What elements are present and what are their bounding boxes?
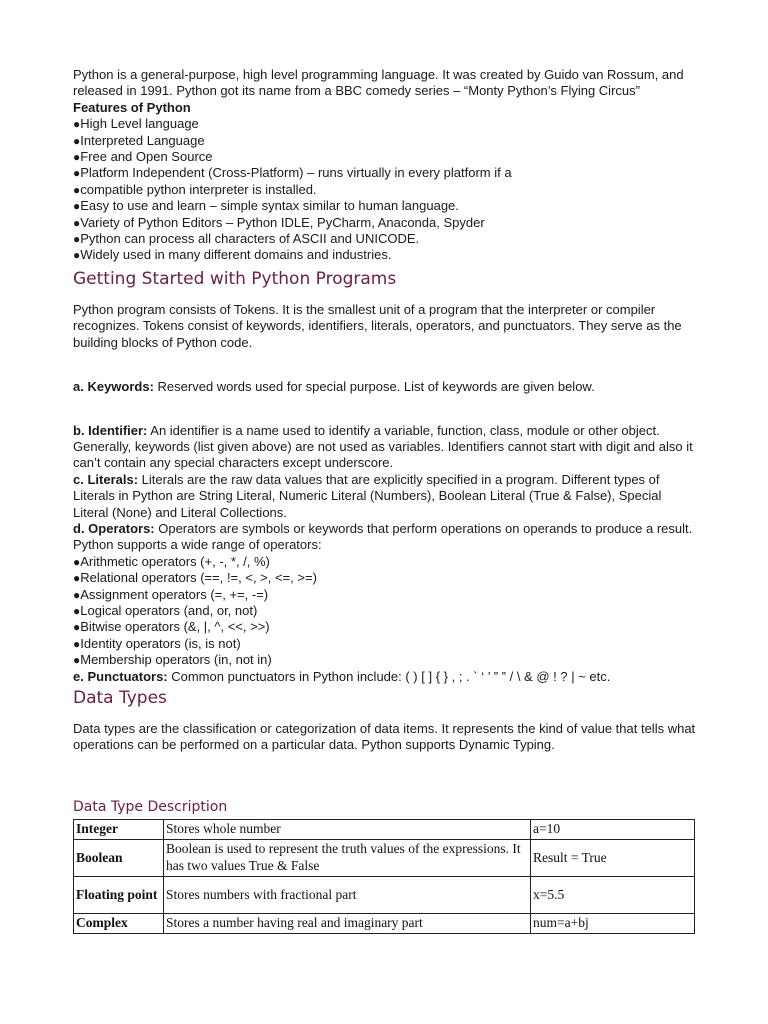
example-cell: Result = True	[531, 839, 695, 876]
type-cell: Boolean	[74, 839, 164, 876]
operator-item: ● Identity operators (is, is not)	[73, 636, 698, 652]
operator-item: ● Membership operators (in, not in)	[73, 652, 698, 668]
operator-item: ● Bitwise operators (&, |, ^, <<, >>)	[73, 619, 698, 635]
feature-item: ● Python can process all characters of ASCII and UNICODE.	[73, 231, 698, 247]
example-cell: num=a+bj	[531, 913, 695, 933]
table-row	[74, 876, 695, 913]
description-cell: Stores whole number	[164, 819, 531, 839]
data-type-table-heading: Data Type Description	[73, 798, 228, 815]
identifier-label: b. Identifier:	[73, 422, 148, 438]
literals-paragraph	[73, 472, 698, 521]
table-row	[74, 913, 695, 933]
keywords-label: a. Keywords:	[73, 379, 154, 395]
feature-item: ● Widely used in many different domains and industries.	[73, 247, 698, 263]
punctuators-label: e. Punctuators:	[73, 668, 168, 684]
keywords-text: Reserved words used for special purpose. List of keywords are given below.	[153, 379, 595, 395]
operator-item: ● Logical operators (and, or, not)	[73, 603, 698, 619]
table-row	[74, 819, 695, 839]
getting-started-paragraph: Python program consists of Tokens. It is the smallest unit of a program that the interpreter or compiler recognizes. Tokens consist of keywords, identifiers, literals, operators, and punctuators. They serve as the building blocks of Python code.	[73, 301, 682, 350]
punctuators-text: Common punctuators in Python include: ( ) [ ] { } , ; . ` ‘ ’ ” ” / \ & @ ! ? | ~ etc.	[167, 668, 611, 684]
example-cell: a=10	[531, 819, 695, 839]
features-heading: Features of Python	[73, 99, 191, 115]
getting-started-heading: Getting Started with Python Programs	[73, 268, 397, 289]
description-cell: Stores numbers with fractional part	[164, 876, 531, 913]
feature-item: ● Variety of Python Editors – Python IDLE, PyCharm, Anaconda, Spyder	[73, 215, 698, 231]
literals-text: Literals are the raw data values that are explicitly specified in a program. Different types of Literals in Python are String Literal, Numeric Literal (Numbers), Boolean Literal (True & False), Special Literal (None) and Literal Collections.	[73, 471, 662, 520]
data-types-table	[73, 819, 695, 934]
document-page	[73, 67, 698, 934]
operator-item: ● Relational operators (==, !=, <, >, <=, >=)	[73, 570, 698, 586]
table-row	[74, 839, 695, 876]
feature-item: ● Platform Independent (Cross-Platform) – runs virtually in every platform if a	[73, 165, 698, 181]
keywords-paragraph	[73, 379, 698, 395]
data-types-paragraph: Data types are the classification or categorization of data items. It represents the kind of value that tells what operations can be performed on a particular data. Python supports Dynamic Typing.	[73, 721, 696, 753]
description-cell: Boolean is used to represent the truth values of the expressions. It has two values True & False	[164, 839, 531, 876]
identifier-text: An identifier is a name used to identify a variable, function, class, module or other object. Generally, keywords (list given above) are not used as variables. Identifiers cannot start with digit and also it can’t contain any special characters except underscore.	[73, 422, 693, 471]
operator-item: ● Arithmetic operators (+, -, *, /, %)	[73, 554, 698, 570]
example-cell: x=5.5	[531, 876, 695, 913]
data-types-heading: Data Types	[73, 688, 167, 708]
type-cell: Floating point	[74, 876, 164, 913]
description-cell: Stores a number having real and imaginary part	[164, 913, 531, 933]
operator-item: ● Assignment operators (=, +=, -=)	[73, 587, 698, 603]
feature-item: ● Free and Open Source	[73, 149, 698, 165]
operators-text: Operators are symbols or keywords that perform operations on operands to produce a result. Python supports a wide range of operators:	[73, 520, 693, 553]
literals-label: c. Literals:	[73, 471, 139, 487]
type-cell: Integer	[74, 819, 164, 839]
operators-label: d. Operators:	[73, 520, 155, 536]
feature-item: ● Interpreted Language	[73, 133, 698, 149]
operators-paragraph	[73, 521, 698, 554]
feature-item: ● compatible python interpreter is installed.	[73, 182, 698, 198]
type-cell: Complex	[74, 913, 164, 933]
intro-paragraph: Python is a general-purpose, high level programming language. It was created by Guido van Rossum, and released in 1991. Python got its name from a BBC comedy series – “Monty Python’s Flying Circus”	[73, 67, 684, 99]
feature-item: ● Easy to use and learn – simple syntax similar to human language.	[73, 198, 698, 214]
feature-item: ● High Level language	[73, 116, 698, 132]
punctuators-paragraph	[73, 669, 698, 685]
identifier-paragraph	[73, 423, 698, 472]
